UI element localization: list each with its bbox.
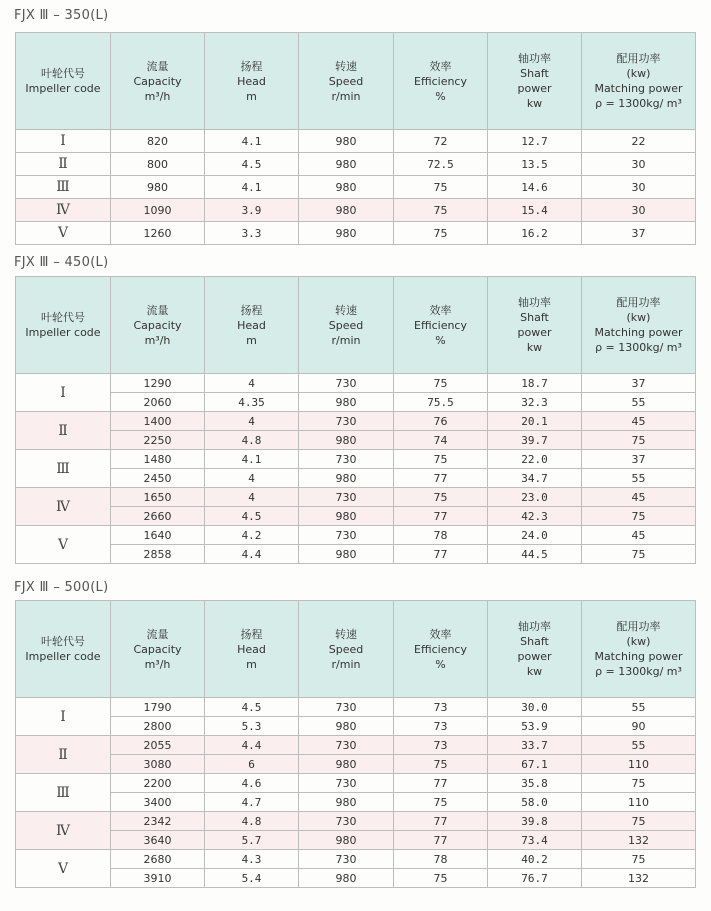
header-efficiency — [394, 277, 488, 374]
speed-cell: 980 — [299, 755, 394, 774]
table-row — [16, 222, 696, 245]
header-line: 扬程 — [240, 303, 263, 317]
header-speed — [299, 601, 394, 698]
shaft-cell: 33.7 — [488, 736, 582, 755]
speed-cell: 980 — [299, 831, 394, 850]
header-line: 转速 — [335, 627, 357, 641]
efficiency-cell: 75 — [394, 450, 488, 469]
header-line: Speed — [328, 642, 364, 656]
header-line: Head — [237, 74, 266, 88]
speed-cell: 980 — [299, 793, 394, 812]
shaft-cell: 22.0 — [488, 450, 582, 469]
matching-power-cell: 37 — [582, 450, 696, 469]
table-row — [16, 717, 696, 736]
matching-power-cell: 45 — [582, 412, 696, 431]
header-line: Capacity — [133, 74, 182, 88]
header-line: 转速 — [335, 59, 357, 73]
capacity-cell: 2450 — [111, 469, 205, 488]
header-line: % — [435, 89, 446, 103]
capacity-cell: 2055 — [111, 736, 205, 755]
matching-power-cell: 55 — [582, 393, 696, 412]
capacity-cell: 1260 — [111, 222, 205, 245]
header-line: 配用功率 — [616, 52, 661, 65]
header-line: power — [517, 650, 552, 663]
matching-power-cell: 110 — [582, 755, 696, 774]
table-row — [16, 450, 696, 469]
header-line: 转速 — [335, 303, 357, 317]
speed-cell: 980 — [299, 176, 394, 199]
impeller-code-cell: Ⅲ — [16, 774, 111, 812]
capacity-cell: 980 — [111, 176, 205, 199]
header-line: 扬程 — [240, 59, 263, 73]
header-line: (kw) — [626, 635, 651, 648]
efficiency-cell: 75 — [394, 199, 488, 222]
header-line: % — [435, 333, 446, 347]
spec-table-350 — [15, 32, 696, 245]
head-cell: 4 — [205, 469, 299, 488]
head-cell: 4 — [205, 488, 299, 507]
capacity-cell: 1090 — [111, 199, 205, 222]
head-cell: 4 — [205, 412, 299, 431]
header-shaft-power — [488, 601, 582, 698]
header-line: Efficiency — [414, 74, 467, 88]
header-line: Impeller code — [25, 650, 101, 663]
header-line: Impeller code — [25, 82, 101, 95]
efficiency-cell: 75 — [394, 374, 488, 393]
matching-power-cell: 75 — [582, 812, 696, 831]
speed-cell: 730 — [299, 488, 394, 507]
header-matching-power — [582, 277, 696, 374]
shaft-cell: 53.9 — [488, 717, 582, 736]
head-cell: 4.7 — [205, 793, 299, 812]
header-head — [205, 33, 299, 130]
matching-power-cell: 37 — [582, 222, 696, 245]
impeller-code-cell: Ⅲ — [16, 176, 111, 199]
header-line: m — [246, 333, 257, 347]
impeller-code-cell: Ⅰ — [16, 374, 111, 412]
capacity-cell: 2800 — [111, 717, 205, 736]
matching-power-cell: 75 — [582, 774, 696, 793]
header-line: m³/h — [144, 89, 171, 103]
table-row — [16, 488, 696, 507]
table-row — [16, 199, 696, 222]
head-cell: 4.1 — [205, 130, 299, 153]
table-title-500: FJX Ⅲ – 500(L) — [14, 580, 109, 595]
capacity-cell: 2680 — [111, 850, 205, 869]
shaft-cell: 14.6 — [488, 176, 582, 199]
shaft-cell: 23.0 — [488, 488, 582, 507]
capacity-cell: 3400 — [111, 793, 205, 812]
header-line: (kw) — [626, 311, 651, 324]
speed-cell: 730 — [299, 736, 394, 755]
impeller-code-cell: Ⅲ — [16, 450, 111, 488]
capacity-cell: 1650 — [111, 488, 205, 507]
header-line: 叶轮代号 — [41, 311, 85, 324]
matching-power-cell: 22 — [582, 130, 696, 153]
matching-power-cell: 55 — [582, 736, 696, 755]
header-line: kw — [526, 341, 543, 354]
table-row — [16, 774, 696, 793]
capacity-cell: 1400 — [111, 412, 205, 431]
speed-cell: 980 — [299, 153, 394, 176]
table-row — [16, 545, 696, 564]
efficiency-cell: 77 — [394, 507, 488, 526]
shaft-cell: 32.3 — [488, 393, 582, 412]
head-cell: 4.5 — [205, 507, 299, 526]
header-line: Head — [237, 318, 266, 332]
table-row — [16, 393, 696, 412]
header-line: Impeller code — [25, 326, 101, 339]
shaft-cell: 16.2 — [488, 222, 582, 245]
head-cell: 4.1 — [205, 450, 299, 469]
matching-power-cell: 90 — [582, 717, 696, 736]
shaft-cell: 42.3 — [488, 507, 582, 526]
shaft-cell: 20.1 — [488, 412, 582, 431]
efficiency-cell: 73 — [394, 736, 488, 755]
shaft-cell: 24.0 — [488, 526, 582, 545]
header-matching-power — [582, 601, 696, 698]
shaft-cell: 18.7 — [488, 374, 582, 393]
matching-power-cell: 55 — [582, 469, 696, 488]
header-impeller-code — [16, 601, 111, 698]
header-line: 流量 — [146, 627, 169, 641]
matching-power-cell: 30 — [582, 176, 696, 199]
matching-power-cell: 30 — [582, 153, 696, 176]
header-line: m³/h — [144, 657, 171, 671]
table-row — [16, 176, 696, 199]
header-line: 流量 — [146, 59, 169, 73]
speed-cell: 980 — [299, 545, 394, 564]
table-row — [16, 698, 696, 717]
capacity-cell: 1480 — [111, 450, 205, 469]
shaft-cell: 40.2 — [488, 850, 582, 869]
speed-cell: 980 — [299, 199, 394, 222]
shaft-cell: 39.7 — [488, 431, 582, 450]
matching-power-cell: 75 — [582, 431, 696, 450]
shaft-cell: 76.7 — [488, 869, 582, 888]
header-line: m — [246, 657, 257, 671]
matching-power-cell: 75 — [582, 850, 696, 869]
efficiency-cell: 73 — [394, 698, 488, 717]
spec-table-500 — [15, 600, 696, 888]
table-row — [16, 755, 696, 774]
speed-cell: 980 — [299, 717, 394, 736]
spec-table-450 — [15, 276, 696, 564]
head-cell: 4 — [205, 374, 299, 393]
speed-cell: 980 — [299, 431, 394, 450]
speed-cell: 980 — [299, 469, 394, 488]
table-title-450: FJX Ⅲ – 450(L) — [14, 255, 109, 270]
head-cell: 6 — [205, 755, 299, 774]
capacity-cell: 800 — [111, 153, 205, 176]
header-speed — [299, 33, 394, 130]
header-head — [205, 601, 299, 698]
table-row — [16, 469, 696, 488]
efficiency-cell: 77 — [394, 469, 488, 488]
header-capacity — [111, 277, 205, 374]
efficiency-cell: 77 — [394, 831, 488, 850]
header-efficiency — [394, 33, 488, 130]
shaft-cell: 13.5 — [488, 153, 582, 176]
header-line: ρ = 1300kg/ m³ — [595, 341, 682, 354]
header-line: (kw) — [626, 67, 651, 80]
header-line: 配用功率 — [616, 620, 661, 633]
shaft-cell: 73.4 — [488, 831, 582, 850]
speed-cell: 730 — [299, 526, 394, 545]
header-line: Capacity — [133, 642, 182, 656]
capacity-cell: 2200 — [111, 774, 205, 793]
speed-cell: 730 — [299, 412, 394, 431]
header-line: r/min — [331, 657, 361, 671]
table-row — [16, 850, 696, 869]
shaft-cell: 15.4 — [488, 199, 582, 222]
impeller-code-cell: Ⅰ — [16, 698, 111, 736]
header-line: 流量 — [146, 303, 169, 317]
capacity-cell: 3080 — [111, 755, 205, 774]
table-row — [16, 831, 696, 850]
shaft-cell: 30.0 — [488, 698, 582, 717]
header-shaft-power — [488, 277, 582, 374]
table-row — [16, 153, 696, 176]
shaft-cell: 34.7 — [488, 469, 582, 488]
header-line: ρ = 1300kg/ m³ — [595, 97, 682, 110]
efficiency-cell: 72 — [394, 130, 488, 153]
capacity-cell: 1290 — [111, 374, 205, 393]
matching-power-cell: 132 — [582, 831, 696, 850]
header-line: Capacity — [133, 318, 182, 332]
header-line: Matching power — [594, 326, 683, 339]
head-cell: 3.9 — [205, 199, 299, 222]
capacity-cell: 2660 — [111, 507, 205, 526]
header-head — [205, 277, 299, 374]
speed-cell: 730 — [299, 450, 394, 469]
table-row — [16, 869, 696, 888]
head-cell: 5.4 — [205, 869, 299, 888]
header-speed — [299, 277, 394, 374]
matching-power-cell: 30 — [582, 199, 696, 222]
header-line: Shaft — [520, 67, 549, 80]
header-efficiency — [394, 601, 488, 698]
head-cell: 5.7 — [205, 831, 299, 850]
shaft-cell: 44.5 — [488, 545, 582, 564]
matching-power-cell: 45 — [582, 488, 696, 507]
matching-power-cell: 75 — [582, 507, 696, 526]
capacity-cell: 2858 — [111, 545, 205, 564]
head-cell: 4.8 — [205, 431, 299, 450]
speed-cell: 980 — [299, 393, 394, 412]
impeller-code-cell: Ⅴ — [16, 850, 111, 888]
header-line: Efficiency — [414, 318, 467, 332]
matching-power-cell: 75 — [582, 545, 696, 564]
capacity-cell: 2250 — [111, 431, 205, 450]
speed-cell: 980 — [299, 130, 394, 153]
capacity-cell: 2060 — [111, 393, 205, 412]
impeller-code-cell: Ⅱ — [16, 412, 111, 450]
table-row — [16, 431, 696, 450]
header-line: 配用功率 — [616, 296, 661, 309]
shaft-cell: 58.0 — [488, 793, 582, 812]
header-line: 叶轮代号 — [41, 67, 85, 80]
efficiency-cell: 75 — [394, 488, 488, 507]
header-matching-power — [582, 33, 696, 130]
header-line: ρ = 1300kg/ m³ — [595, 665, 682, 678]
header-line: Efficiency — [414, 642, 467, 656]
efficiency-cell: 75 — [394, 793, 488, 812]
impeller-code-cell: Ⅳ — [16, 812, 111, 850]
impeller-code-cell: Ⅳ — [16, 488, 111, 526]
efficiency-cell: 77 — [394, 774, 488, 793]
head-cell: 4.3 — [205, 850, 299, 869]
speed-cell: 730 — [299, 850, 394, 869]
head-cell: 4.2 — [205, 526, 299, 545]
head-cell: 4.5 — [205, 153, 299, 176]
impeller-code-cell: Ⅱ — [16, 153, 111, 176]
efficiency-cell: 75.5 — [394, 393, 488, 412]
header-line: 轴功率 — [518, 296, 551, 309]
header-line: 效率 — [429, 303, 452, 317]
head-cell: 4.35 — [205, 393, 299, 412]
header-line: 轴功率 — [518, 52, 551, 65]
header-line: % — [435, 657, 446, 671]
efficiency-cell: 73 — [394, 717, 488, 736]
speed-cell: 980 — [299, 222, 394, 245]
table-row — [16, 736, 696, 755]
head-cell: 4.1 — [205, 176, 299, 199]
shaft-cell: 39.8 — [488, 812, 582, 831]
speed-cell: 980 — [299, 507, 394, 526]
header-line: 轴功率 — [518, 620, 551, 633]
efficiency-cell: 74 — [394, 431, 488, 450]
header-line: m³/h — [144, 333, 171, 347]
efficiency-cell: 77 — [394, 545, 488, 564]
impeller-code-cell: Ⅱ — [16, 736, 111, 774]
header-line: 扬程 — [240, 627, 263, 641]
header-line: Shaft — [520, 311, 549, 324]
impeller-code-cell: Ⅴ — [16, 526, 111, 564]
capacity-cell: 820 — [111, 130, 205, 153]
table-row — [16, 374, 696, 393]
speed-cell: 730 — [299, 812, 394, 831]
header-line: 叶轮代号 — [41, 635, 85, 648]
header-line: m — [246, 89, 257, 103]
speed-cell: 730 — [299, 698, 394, 717]
capacity-cell: 2342 — [111, 812, 205, 831]
table-row — [16, 526, 696, 545]
capacity-cell: 1640 — [111, 526, 205, 545]
impeller-code-cell: Ⅴ — [16, 222, 111, 245]
shaft-cell: 12.7 — [488, 130, 582, 153]
table-row — [16, 130, 696, 153]
efficiency-cell: 75 — [394, 222, 488, 245]
head-cell: 3.3 — [205, 222, 299, 245]
speed-cell: 730 — [299, 774, 394, 793]
matching-power-cell: 45 — [582, 526, 696, 545]
matching-power-cell: 37 — [582, 374, 696, 393]
capacity-cell: 1790 — [111, 698, 205, 717]
table-row — [16, 412, 696, 431]
capacity-cell: 3910 — [111, 869, 205, 888]
header-line: r/min — [331, 89, 361, 103]
efficiency-cell: 78 — [394, 850, 488, 869]
impeller-code-cell: Ⅳ — [16, 199, 111, 222]
header-capacity — [111, 601, 205, 698]
table-title-350: FJX Ⅲ – 350(L) — [14, 8, 109, 23]
head-cell: 4.6 — [205, 774, 299, 793]
header-line: Matching power — [594, 650, 683, 663]
head-cell: 4.4 — [205, 545, 299, 564]
header-line: Matching power — [594, 82, 683, 95]
header-shaft-power — [488, 33, 582, 130]
header-line: Head — [237, 642, 266, 656]
matching-power-cell: 55 — [582, 698, 696, 717]
matching-power-cell: 132 — [582, 869, 696, 888]
efficiency-cell: 72.5 — [394, 153, 488, 176]
header-line: 效率 — [429, 627, 452, 641]
header-capacity — [111, 33, 205, 130]
head-cell: 4.4 — [205, 736, 299, 755]
header-line: Speed — [328, 318, 364, 332]
efficiency-cell: 75 — [394, 176, 488, 199]
capacity-cell: 3640 — [111, 831, 205, 850]
matching-power-cell: 110 — [582, 793, 696, 812]
speed-cell: 730 — [299, 374, 394, 393]
header-line: r/min — [331, 333, 361, 347]
speed-cell: 980 — [299, 869, 394, 888]
shaft-cell: 67.1 — [488, 755, 582, 774]
table-row — [16, 507, 696, 526]
table-row — [16, 812, 696, 831]
efficiency-cell: 75 — [394, 869, 488, 888]
header-impeller-code — [16, 33, 111, 130]
impeller-code-cell: Ⅰ — [16, 130, 111, 153]
header-line: kw — [526, 97, 543, 110]
head-cell: 4.8 — [205, 812, 299, 831]
header-line: power — [517, 82, 552, 95]
table-row — [16, 793, 696, 812]
header-impeller-code — [16, 277, 111, 374]
shaft-cell: 35.8 — [488, 774, 582, 793]
header-line: 效率 — [429, 59, 452, 73]
efficiency-cell: 78 — [394, 526, 488, 545]
header-line: power — [517, 326, 552, 339]
efficiency-cell: 77 — [394, 812, 488, 831]
head-cell: 5.3 — [205, 717, 299, 736]
head-cell: 4.5 — [205, 698, 299, 717]
header-line: Speed — [328, 74, 364, 88]
header-line: Shaft — [520, 635, 549, 648]
efficiency-cell: 76 — [394, 412, 488, 431]
header-line: kw — [526, 665, 543, 678]
efficiency-cell: 75 — [394, 755, 488, 774]
